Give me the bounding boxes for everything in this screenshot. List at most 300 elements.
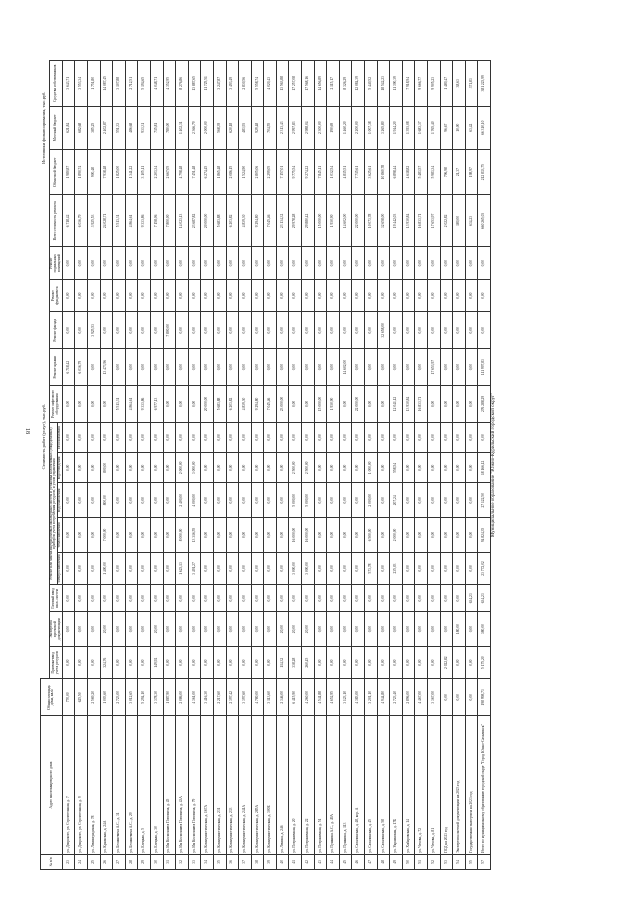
value-cell: 0,00 [113, 279, 126, 311]
value-cell: 621,84 [62, 106, 75, 149]
value-cell: 3 105,11 [138, 149, 151, 194]
table-row [352, 61, 365, 870]
value-cell: 0,00 [415, 518, 428, 553]
value-cell: 0,00 [87, 518, 100, 553]
value-cell: 0,00 [150, 247, 163, 279]
value-cell: 2 366,79 [188, 106, 201, 149]
col-sewer-header: водоотведения [58, 453, 63, 483]
table-row [188, 61, 201, 870]
value-cell: 3 367,00 [428, 679, 441, 716]
value-cell: 0,00 [327, 483, 340, 518]
value-cell: 0,00 [465, 422, 478, 452]
value-cell: 0,00 [213, 483, 226, 518]
value-cell: 1 825,00 [113, 149, 126, 194]
value-cell: 1 887,90 [163, 679, 176, 716]
value-cell: 16 833,71 [415, 195, 428, 247]
value-cell: 0,00 [415, 247, 428, 279]
value-cell: 0,00 [163, 386, 176, 423]
value-cell: 5 513,31 [113, 386, 126, 423]
page-number: 18 [24, 428, 30, 434]
value-cell: 20,00 [100, 612, 113, 647]
value-cell: 6 203,82 [226, 386, 239, 423]
table-row [276, 61, 289, 870]
value-cell: 0,00 [415, 422, 428, 452]
value-cell: 0,00 [289, 279, 302, 311]
value-cell: 7 800,00 [163, 195, 176, 247]
value-cell: 5 683,88 [213, 195, 226, 247]
value-cell: 1 944,20 [390, 106, 403, 149]
address-cell: ул. Украинская, д. 17Б [390, 716, 403, 855]
value-cell: 0,00 [352, 349, 365, 386]
value-cell: 3 201,10 [365, 679, 378, 716]
value-cell: 66 310,10 [478, 106, 491, 149]
col-elevator-header: Ремонт лифтового оборудования [49, 386, 62, 423]
value-cell: 14 023,13 [176, 195, 189, 247]
table-row [226, 61, 239, 870]
value-cell: 4 839,30 [239, 195, 252, 247]
value-cell: 0,00 [377, 247, 390, 279]
value-cell: 0,00 [163, 585, 176, 612]
value-cell: 0,00 [339, 483, 352, 518]
row-number-cell: 36 [226, 854, 239, 869]
value-cell: 0,00 [62, 518, 75, 553]
address-cell: ул. Коммунистическая, д. 241А [239, 716, 252, 855]
value-cell: 0,00 [113, 483, 126, 518]
value-cell: 0,00 [465, 279, 478, 311]
value-cell: 0,00 [402, 453, 415, 483]
value-cell: 0,00 [402, 612, 415, 647]
value-cell: 0,00 [465, 679, 478, 716]
value-cell: 0,00 [239, 518, 252, 553]
value-cell: 0,00 [138, 422, 151, 452]
value-cell: 0,00 [453, 312, 466, 349]
row-number-cell: 50 [402, 854, 415, 869]
table-row [62, 61, 75, 870]
value-cell: 0,00 [465, 646, 478, 678]
value-cell: 634,23 [465, 585, 478, 612]
value-cell: 0,00 [339, 279, 352, 311]
value-cell: 0,00 [125, 247, 138, 279]
value-cell: 0,00 [251, 349, 264, 386]
value-cell: 1 890,74 [75, 149, 88, 194]
value-cell: 0,00 [150, 518, 163, 553]
value-cell: 1 524,90 [239, 149, 252, 194]
col-foundation-header: Ремонт фундамента [49, 279, 62, 311]
value-cell: 0,00 [138, 552, 151, 584]
address-cell: ул. Сахалинская, д. 45 [365, 716, 378, 855]
value-cell: 0,00 [339, 453, 352, 483]
col-total-header: Всего стоимость ремонта [49, 195, 62, 247]
value-cell: 0,00 [239, 279, 252, 311]
value-cell: 0,00 [276, 552, 289, 584]
value-cell: 0,00 [327, 585, 340, 612]
value-cell: 2 115,17 [327, 61, 340, 107]
value-cell: 0,00 [440, 312, 453, 349]
value-cell: 8 000,00 [176, 518, 189, 553]
value-cell: 0,00 [75, 422, 88, 452]
value-cell: 1 003,60 [100, 679, 113, 716]
value-cell: 2 000,00 [365, 483, 378, 518]
table-row [465, 61, 478, 870]
value-cell: 0,00 [440, 518, 453, 553]
table-row [365, 61, 378, 870]
value-cell: 6 036,79 [75, 195, 88, 247]
value-cell: 29 880,42 [302, 195, 315, 247]
value-cell: 198 998,73 [478, 679, 491, 716]
value-cell: 0,00 [163, 518, 176, 553]
value-cell: 0,00 [125, 453, 138, 483]
value-cell: 7 918,94 [402, 61, 415, 107]
value-cell: 0,00 [302, 349, 315, 386]
row-number-cell: 31 [163, 854, 176, 869]
table-row [264, 61, 277, 870]
value-cell: 7 157,01 [276, 149, 289, 194]
value-cell: 0,00 [440, 585, 453, 612]
value-cell: 190,69 [327, 106, 340, 149]
value-cell: 0,00 [365, 422, 378, 452]
value-cell: 0,00 [377, 279, 390, 311]
value-cell: 0,00 [402, 312, 415, 349]
value-cell: 0,00 [188, 585, 201, 612]
value-cell: 0,00 [201, 585, 214, 612]
value-cell: 0,00 [314, 612, 327, 647]
value-cell: 4 541,88 [314, 679, 327, 716]
value-cell: 2 086,15 [226, 149, 239, 194]
value-cell: 2 723,00 [113, 679, 126, 716]
row-number-cell: 38 [251, 854, 264, 869]
value-cell: 14 602,00 [339, 349, 352, 386]
value-cell: 0,00 [478, 422, 491, 452]
value-cell: 0,00 [428, 279, 441, 311]
municipality-caption: Муниципальное образование "Южно-Курильский городской округ" [490, 392, 496, 538]
value-cell: 0,00 [226, 349, 239, 386]
value-cell: 2 299,05 [264, 149, 277, 194]
address-cell: ул. Елецкая, д. 5 [138, 716, 151, 855]
value-cell: 0,00 [415, 585, 428, 612]
value-cell: 0,00 [276, 312, 289, 349]
value-cell: 3 000,00 [302, 552, 315, 584]
value-cell: 4 260,00 [302, 679, 315, 716]
value-cell: 0,00 [251, 312, 264, 349]
value-cell: 0,00 [100, 312, 113, 349]
value-cell: 0,00 [75, 646, 88, 678]
value-cell: 276 288,29 [478, 386, 491, 423]
value-cell: 0,00 [176, 646, 189, 678]
value-cell: 0,00 [188, 646, 201, 678]
value-cell: 0,00 [163, 612, 176, 647]
value-cell: 0,00 [339, 422, 352, 452]
value-cell: 0,00 [188, 312, 201, 349]
value-cell: 2 400,00 [176, 483, 189, 518]
value-cell: 0,00 [276, 483, 289, 518]
value-cell: 0,00 [138, 585, 151, 612]
value-cell: 2 203,34 [150, 149, 163, 194]
col-owners-header: Средства собственников [49, 61, 62, 107]
value-cell: 5 000,00 [302, 483, 315, 518]
value-cell: 0,00 [289, 349, 302, 386]
value-cell: 0,00 [465, 247, 478, 279]
value-cell: 0,00 [453, 552, 466, 584]
value-cell: 0,00 [352, 279, 365, 311]
value-cell: 9 333,86 [138, 195, 151, 247]
value-cell: 634,23 [478, 585, 491, 612]
value-cell: 0,00 [264, 247, 277, 279]
value-cell: 0,00 [75, 386, 88, 423]
value-cell: 9 333,86 [138, 386, 151, 423]
value-cell: 0,00 [87, 483, 100, 518]
value-cell: 1 341,22 [125, 149, 138, 194]
address-cell: ул. Пушкина, д. 113 [339, 716, 352, 855]
value-cell: 0,00 [62, 612, 75, 647]
value-cell: 2 500,00 [289, 453, 302, 483]
value-cell: 0,00 [176, 349, 189, 386]
value-cell: 1 400,00 [100, 552, 113, 584]
value-cell: 0,00 [453, 386, 466, 423]
value-cell: 2 402,87 [100, 106, 113, 149]
value-cell: 5 513,31 [113, 195, 126, 247]
value-cell: 1 980,87 [62, 149, 75, 194]
value-cell: 0,00 [87, 453, 100, 483]
value-cell: 0,00 [239, 552, 252, 584]
row-number-cell: 23 [62, 854, 75, 869]
value-cell: 6 415,90 [289, 679, 302, 716]
value-cell: 0,00 [352, 312, 365, 349]
value-cell: 180,00 [453, 195, 466, 247]
value-cell: 16 000,00 [289, 518, 302, 553]
col-gas2-header: газоснабжения [58, 422, 63, 452]
value-cell: 5 558,74 [251, 61, 264, 107]
value-cell: 0,00 [402, 646, 415, 678]
value-cell: 0,00 [150, 585, 163, 612]
value-cell: 9 666,77 [415, 61, 428, 107]
value-cell: 4 467,00 [415, 679, 428, 716]
table-row [201, 61, 214, 870]
value-cell: 0,00 [213, 279, 226, 311]
table-row [428, 61, 441, 870]
row-number-cell: 32 [176, 854, 189, 869]
value-cell: 0,00 [264, 552, 277, 584]
meters-group-header: Ремонт или замена внутридомовых инженерных систем и установка коллективных (общедомовых) приборов учета потребления ресурсов, и узлов управления [49, 422, 58, 584]
value-cell: 0,00 [239, 312, 252, 349]
value-cell: 0,00 [377, 386, 390, 423]
value-cell: 3 107,88 [113, 61, 126, 107]
value-cell: 1 865,48 [213, 149, 226, 194]
value-cell: 0,00 [138, 247, 151, 279]
value-cell: 4 383,00 [352, 679, 365, 716]
value-cell: 16 833,71 [415, 386, 428, 423]
value-cell: 1 930,90 [327, 195, 340, 247]
address-cell: ул. Коммунистическая, д. 300Б [264, 716, 277, 855]
value-cell: 0,00 [390, 646, 403, 678]
value-cell: 0,00 [251, 483, 264, 518]
value-cell: 0,00 [75, 312, 88, 349]
funding-group-header: Источники финансирования, тыс.руб. [41, 91, 47, 164]
value-cell: 3 925,53 [87, 195, 100, 247]
value-cell: 0,00 [138, 646, 151, 678]
value-cell: 2 313,43 [276, 106, 289, 149]
col-region-header: Областной бюджет [49, 149, 62, 194]
value-cell: 551,33 [113, 106, 126, 149]
value-cell: 5 983,34 [428, 149, 441, 194]
col-water-header: водоснабжения [58, 483, 63, 518]
value-cell: 0,00 [302, 422, 315, 452]
address-cell: ул. Крымская, д. 24А [100, 716, 113, 855]
value-cell: 0,00 [138, 279, 151, 311]
value-cell: 0,00 [314, 483, 327, 518]
value-cell: 3 397,60 [239, 679, 252, 716]
value-cell: 1 402,31 [176, 106, 189, 149]
value-cell: 6 036,79 [75, 349, 88, 386]
value-cell: 625,50 [75, 679, 88, 716]
table-row [163, 61, 176, 870]
value-cell: 17 257,08 [289, 61, 302, 107]
value-cell: 800,00 [100, 483, 113, 518]
value-cell: 0,00 [428, 585, 441, 612]
value-cell: 0,00 [176, 312, 189, 349]
value-cell: 0,00 [465, 312, 478, 349]
value-cell: 0,00 [428, 646, 441, 678]
value-cell: 0,00 [201, 349, 214, 386]
value-cell: 20,00 [150, 612, 163, 647]
value-cell: 0,00 [138, 312, 151, 349]
value-cell: 17 653,97 [428, 195, 441, 247]
col-heat-header: теплоснабжения [58, 518, 63, 553]
table-row [150, 61, 163, 870]
value-cell: 0,00 [226, 483, 239, 518]
value-cell: 573,78 [365, 552, 378, 584]
value-cell: 0,00 [289, 247, 302, 279]
value-cell: 0,00 [377, 422, 390, 452]
value-cell: 338,28 [289, 646, 302, 678]
value-cell: 0,00 [276, 349, 289, 386]
value-cell: 6 977,13 [150, 386, 163, 423]
value-cell: 198,97 [465, 149, 478, 194]
value-cell: 324,76 [100, 646, 113, 678]
value-cell: 0,00 [402, 585, 415, 612]
rotated-table-page [40, 60, 576, 870]
value-cell: 0,00 [314, 422, 327, 452]
value-cell: 7 845,11 [314, 149, 327, 194]
value-cell: 0,00 [113, 646, 126, 678]
value-cell: 32 658,00 [377, 312, 390, 349]
value-cell: 0,00 [226, 518, 239, 553]
value-cell: 0,00 [138, 453, 151, 483]
value-cell: 0,00 [176, 612, 189, 647]
value-cell: 4 864,61 [125, 386, 138, 423]
table-row [478, 61, 491, 870]
address-cell: ул. Беляшевича А.С., д. 29 [125, 716, 138, 855]
value-cell: 18 542,23 [377, 61, 390, 107]
value-cell: 0,00 [453, 679, 466, 716]
address-cell: ул. Пограничная, д. 51 [314, 716, 327, 855]
value-cell: 4 618,82 [402, 149, 415, 194]
value-cell: 20,00 [289, 612, 302, 647]
value-cell: 0,00 [75, 247, 88, 279]
table-row [314, 61, 327, 870]
value-cell: 9 294,80 [251, 195, 264, 247]
value-cell: 715,81 [150, 106, 163, 149]
value-cell: 2 300,00 [314, 106, 327, 149]
value-cell: 0,00 [264, 349, 277, 386]
value-cell: 0,00 [213, 585, 226, 612]
value-cell: 1 683,37 [415, 106, 428, 149]
row-number-cell: 29 [138, 854, 151, 869]
value-cell: 4 352,95 [163, 61, 176, 107]
value-cell: 260,45 [302, 646, 315, 678]
value-cell: 96,67 [440, 106, 453, 149]
address-cell: ул. Коммунистическая, д. 231 [213, 716, 226, 855]
value-cell: 0,00 [314, 453, 327, 483]
value-cell: 0,00 [113, 247, 126, 279]
value-cell: 2 022,82 [440, 195, 453, 247]
value-cell: 0,00 [201, 518, 214, 553]
value-cell: 0,00 [327, 552, 340, 584]
value-cell: 900,48 [87, 149, 100, 194]
value-cell: 0,00 [87, 585, 100, 612]
value-cell: 620,18 [226, 106, 239, 149]
value-cell: 0,00 [276, 518, 289, 553]
address-cell: ул. Елецкая, д. 30 [150, 716, 163, 855]
value-cell: 2 805,06 [251, 149, 264, 194]
value-cell: 4 780,00 [251, 679, 264, 716]
value-cell: 780,00 [163, 106, 176, 149]
value-cell: 3 247,87 [213, 61, 226, 107]
row-number-cell: 57 [478, 854, 491, 869]
value-cell: 0,00 [352, 518, 365, 553]
value-cell: 2 346,00 [276, 679, 289, 716]
value-cell: 0,00 [150, 349, 163, 386]
value-cell: 0,00 [465, 612, 478, 647]
address-cell: ул. Им Космонавта Поповича, д. 43А [176, 716, 189, 855]
value-cell: 0,00 [264, 585, 277, 612]
table-row [402, 61, 415, 870]
value-cell: 0,00 [226, 422, 239, 452]
value-cell: 2 000,00 [201, 106, 214, 149]
value-cell: 0,00 [138, 612, 151, 647]
value-cell: 0,00 [415, 279, 428, 311]
value-cell: 0,00 [150, 453, 163, 483]
value-cell: 0,00 [176, 386, 189, 423]
value-cell: 7 451,48 [188, 149, 201, 194]
value-cell: 0,00 [201, 422, 214, 452]
value-cell: 0,00 [213, 646, 226, 678]
address-cell: ул. Дзирского, ул. Строительная, д. 9 [75, 716, 88, 855]
value-cell: 13 930,84 [402, 195, 415, 247]
value-cell: 207,24 [390, 483, 403, 518]
value-cell: 0,00 [62, 552, 75, 584]
value-cell: 0,00 [327, 422, 340, 452]
row-number-cell: 47 [365, 854, 378, 869]
value-cell: 0,00 [226, 453, 239, 483]
value-cell: 660 265,03 [478, 195, 491, 247]
value-cell: 0,00 [87, 386, 100, 423]
value-cell: 0,00 [365, 646, 378, 678]
value-cell: 13 887,65 [188, 61, 201, 107]
address-cell: ул. Им Космонавта Поповича, д. 79 [188, 716, 201, 855]
value-cell: 0,00 [453, 483, 466, 518]
col-basement-header: Ремонт подвальных помещений [49, 247, 62, 279]
table-row [75, 61, 88, 870]
value-cell: 7 938,48 [100, 149, 113, 194]
value-cell: 0,00 [428, 612, 441, 647]
table-row [213, 61, 226, 870]
value-cell: 3 493,49 [226, 61, 239, 107]
row-number-cell: 28 [125, 854, 138, 869]
value-cell: 235,03 [390, 552, 403, 584]
table-body [62, 61, 490, 870]
value-cell: 1 480,47 [440, 61, 453, 107]
value-cell: 0,00 [87, 247, 100, 279]
